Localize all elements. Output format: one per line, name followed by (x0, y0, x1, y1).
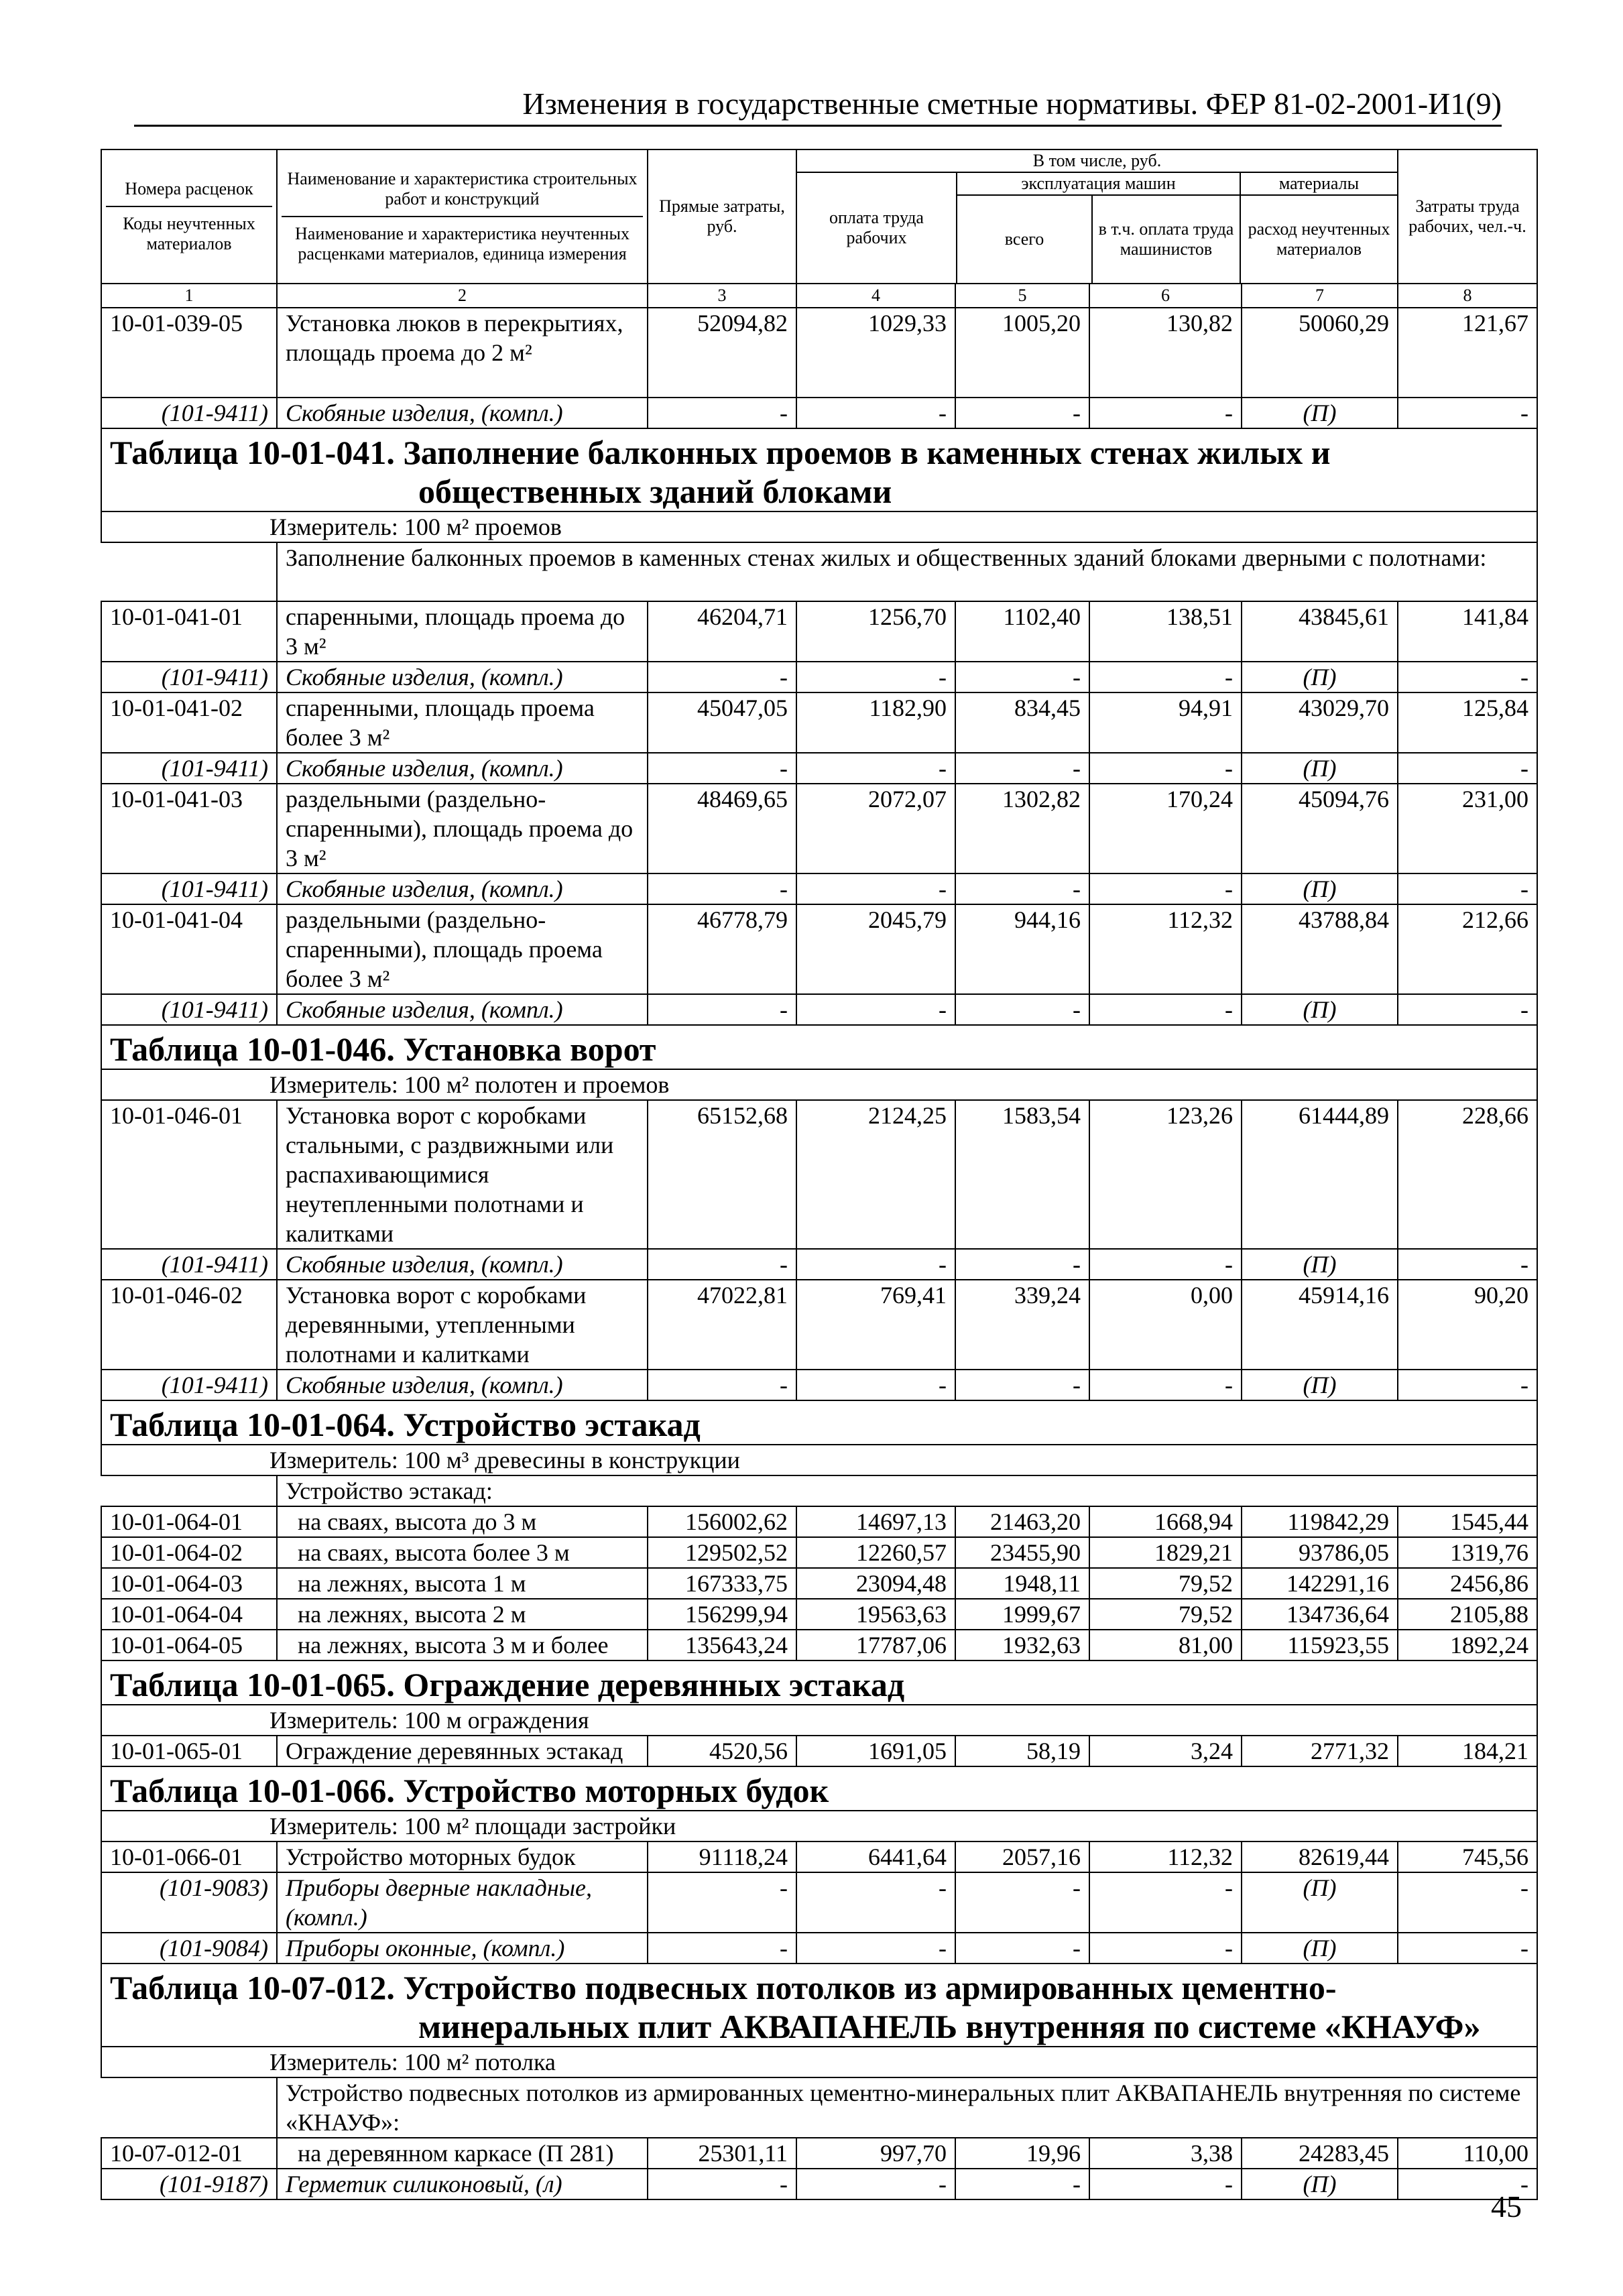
section-title-line2: общественных зданий блоками (418, 473, 892, 510)
table-row: 10-07-012-01 на деревянном каркасе (П 281) 25301,11 997,70 19,96 3,38 24283,45 110,00 (101, 2138, 1537, 2169)
material-row: (101-9083) Приборы дверные накладные, (компл.) - - - - (П) - (101, 1872, 1537, 1933)
section-title-line1: Таблица 10-01-041. Заполнение балконных проемов в каменных стенах жилых и (110, 434, 1331, 471)
header-numbers: 1 2 3 4 5 6 7 8 (101, 284, 1537, 308)
price-table (101, 149, 1538, 2200)
table-row: 10-01-066-01 Устройство моторных будок 91118,24 6441,64 2057,16 112,32 82619,44 745,56 (101, 1841, 1537, 1872)
material-row: (101-9411) Скобяные изделия, (компл.) - - - - (П) - (101, 662, 1537, 692)
table-row: 10-01-065-01 Ограждение деревянных эстакад 4520,56 1691,05 58,19 3,24 2771,32 184,21 (101, 1736, 1537, 1766)
measure-row: Измеритель: 100 м² площади застройки (101, 1811, 1537, 1841)
material-row: (101-9411) Скобяные изделия, (компл.) - - - - (П) - (101, 873, 1537, 904)
table-row: 10-01-064-05 на лежнях, высота 3 м и более 135643,24 17787,06 1932,63 81,00 115923,55 1892,24 (101, 1630, 1537, 1660)
intro-row: Устройство эстакад: (101, 1475, 1537, 1506)
header-direct-costs: Прямые затраты, руб. (648, 149, 796, 284)
table-row: 10-01-041-04 раздельными (раздельно-спаренными), площадь проема более 3 м² 46778,79 2045,79 944,16 112,32 43788,84 212,66 (101, 904, 1537, 994)
table-row: 10-01-046-01 Установка ворот с коробками стальными, с раздвижными или распахивающимися неутепленными полотнами и калитками 65152,68 2124,25 1583,54 123,26 61444,89 228,66 (101, 1100, 1537, 1249)
material-row: (101-9411) Скобяные изделия, (компл.) - - - - (П) - (101, 994, 1537, 1025)
section-title: Таблица 10-01-064. Устройство эстакад (101, 1400, 1537, 1445)
measure-row: Измеритель: 100 м² потолка (101, 2047, 1537, 2077)
material-row: (101-9411) Скобяные изделия, (компл.) - - - - (П) - (101, 1249, 1537, 1280)
measure-row: Измеритель: 100 м² полотен и проемов (101, 1069, 1537, 1100)
material-row: (101-9411) Скобяные изделия, (компл.) - - - - (П) - (101, 1370, 1537, 1400)
header-name: Наименование и характеристика строительных работ и конструкций Наименование и характеристика неучтенных расценками материалов, единица измерения (277, 149, 648, 284)
running-header: Изменения в государственные сметные нормативы. ФЕР 81-02-2001-И1(9) (522, 86, 1502, 121)
measure-row: Измеритель: 100 м ограждения (101, 1705, 1537, 1736)
measure-row: Измеритель: 100 м³ древесины в конструкции (101, 1445, 1537, 1475)
section-title: Таблица 10-01-046. Установка ворот (101, 1025, 1537, 1069)
section-title-line1: Таблица 10-07-012. Устройство подвесных потолков из армированных цементно- (110, 1969, 1337, 2006)
section-title: Таблица 10-01-065. Ограждение деревянных эстакад (101, 1660, 1537, 1705)
intro-row: Устройство подвесных потолков из армированных цементно-минеральных плит АКВАПАНЕЛЬ внутренняя по системе «КНАУФ»: (101, 2077, 1537, 2138)
section-title (101, 428, 1537, 511)
table-row: 10-01-041-03 раздельными (раздельно-спаренными), площадь проема до 3 м² 48469,65 2072,07 1302,82 170,24 45094,76 231,00 (101, 784, 1537, 873)
material-row: (101-9187) Герметик силиконовый, (л) - - - - (П) - (101, 2169, 1537, 2199)
table-row: 10-01-064-04 на лежнях, высота 2 м 156299,94 19563,63 1999,67 79,52 134736,64 2105,88 (101, 1599, 1537, 1630)
header-rule (134, 125, 1502, 127)
table-header (101, 149, 1537, 284)
table-row: 10-01-064-01 на сваях, высота до 3 м 156002,62 14697,13 21463,20 1668,94 119842,29 1545,44 (101, 1506, 1537, 1537)
table-row: 10-01-046-02 Установка ворот с коробками деревянными, утепленными полотнами и калитками 47022,81 769,41 339,24 0,00 45914,16 90,20 (101, 1280, 1537, 1370)
section-title (101, 1963, 1537, 2047)
header-labor: Затраты труда рабочих, чел.-ч. (1398, 149, 1537, 284)
measure-row: Измеритель: 100 м² проемов (101, 511, 1537, 542)
header-group: В том числе, руб. оплата труда рабочих эксплуатация машин всего в т.ч. оплата труда машинистов материалы расход неучтенных материалов (796, 149, 1398, 284)
material-row: (101-9084) Приборы оконные, (компл.) - - - - (П) - (101, 1933, 1537, 1963)
section-title-line2: минеральных плит АКВАПАНЕЛЬ внутренняя по системе «КНАУФ» (418, 2008, 1481, 2045)
table-row: 10-01-039-05 Установка люков в перекрытиях, площадь проема до 2 м² 52094,82 1029,33 1005,20 130,82 50060,29 121,67 (101, 308, 1537, 398)
section-title: Таблица 10-01-066. Устройство моторных будок (101, 1766, 1537, 1811)
table-row: 10-01-064-03 на лежнях, высота 1 м 167333,75 23094,48 1948,11 79,52 142291,16 2456,86 (101, 1568, 1537, 1599)
table-row: 10-01-041-02 спаренными, площадь проема более 3 м² 45047,05 1182,90 834,45 94,91 43029,70 125,84 (101, 692, 1537, 753)
intro-row: Заполнение балконных проемов в каменных стенах жилых и общественных зданий блоками дверными с полотнами: (101, 542, 1537, 601)
material-row: (101-9411) Скобяные изделия, (компл.) - - - - (П) - (101, 753, 1537, 784)
page-number: 45 (1491, 2189, 1522, 2224)
material-row: (101-9411) Скобяные изделия, (компл.) - - - - (П) - (101, 398, 1537, 428)
header-codes: Номера расценок Коды неучтенных материалов (101, 149, 277, 284)
table-row: 10-01-064-02 на сваях, высота более 3 м 129502,52 12260,57 23455,90 1829,21 93786,05 1319,76 (101, 1537, 1537, 1568)
table-row: 10-01-041-01 спаренными, площадь проема до 3 м² 46204,71 1256,70 1102,40 138,51 43845,61 141,84 (101, 601, 1537, 662)
